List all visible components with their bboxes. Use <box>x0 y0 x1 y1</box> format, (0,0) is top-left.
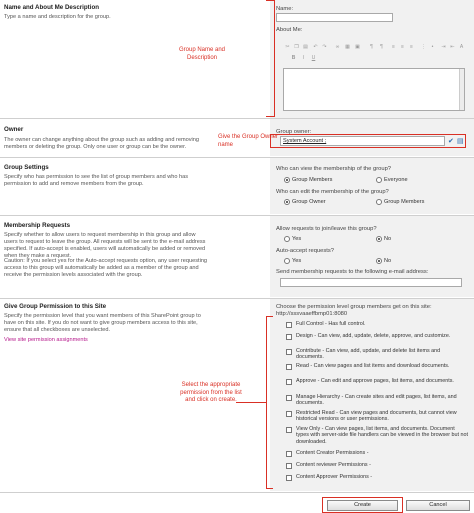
email-input[interactable] <box>280 278 462 287</box>
perm-contribute-label: Contribute - Can view, add, update, and delete list items and documents. <box>296 348 441 361</box>
perm-view-only-label: View Only - Can view pages, list items, and documents. Document types with server-side file handlers can be viewed in the browser but not downloaded. <box>296 426 468 445</box>
owner-annotation-text: Give the Group Owner name <box>218 134 279 148</box>
auto-no-radio[interactable] <box>376 258 382 264</box>
table-icon[interactable]: ▦ <box>345 44 350 50</box>
indent-icon[interactable]: ⇥ <box>441 44 446 50</box>
owner-section-description: The owner can change anything about the group such as adding and removing members or deleting the group. Only one user or group can be the owner. <box>4 137 199 150</box>
check-names-icon[interactable]: ✔ <box>448 138 454 145</box>
view-group-members-radio[interactable] <box>284 177 290 183</box>
align-right-icon[interactable]: ≡ <box>410 44 413 50</box>
perm-content-approver-label: Content Approver Permissions - <box>296 474 373 480</box>
align-left-icon[interactable]: ≡ <box>392 44 395 50</box>
perm-approve-checkbox[interactable] <box>286 379 292 385</box>
edit-membership-question: Who can edit the membership of the group? <box>276 189 389 195</box>
auto-yes-label: Yes <box>292 258 302 264</box>
name-annotation-bracket <box>266 0 275 117</box>
name-label: Name: <box>276 6 294 12</box>
perm-full-control-checkbox[interactable] <box>286 322 292 328</box>
redo-icon[interactable]: ↷ <box>322 44 327 50</box>
copy-icon[interactable]: ❐ <box>294 44 299 50</box>
name-annotation-text: Group Name and Description <box>178 47 226 61</box>
perm-content-creator-checkbox[interactable] <box>286 451 292 457</box>
text-color-icon[interactable]: A <box>459 44 464 50</box>
membership-caution: Caution: If you select yes for the Auto-accept requests option, any user requesting access to this group will automatically be added as a member of the group and receive the permission levels associated with the group. <box>4 258 208 278</box>
rtl-icon[interactable]: ¶ <box>380 44 383 50</box>
owner-section-title: Owner <box>4 126 24 133</box>
align-center-icon[interactable]: ≡ <box>401 44 404 50</box>
browse-people-icon[interactable]: ▤ <box>457 138 464 145</box>
view-everyone-label: Everyone <box>384 177 408 183</box>
name-section-title: Name and About Me Description <box>4 4 99 11</box>
paste-icon[interactable]: ▤ <box>303 44 308 50</box>
perm-restricted-read-label: Restricted Read - Can view pages and documents, but cannot view historical versions or user permissions. <box>296 410 457 423</box>
view-group-members-label: Group Members <box>292 177 333 183</box>
membership-requests-title: Membership Requests <box>4 222 71 229</box>
view-everyone-radio[interactable] <box>376 177 382 183</box>
choose-permission-label: Choose the permission level group members get on this site: http://sssvaaeffbmp01:8080 <box>276 304 432 317</box>
group-owner-label: Group owner: <box>276 129 312 135</box>
permissions-description: Specify the permission level that you want members of this SharePoint group to have on this site. If you do not want to give group members access to this site, ensure that all checkboxes are unselected. <box>4 313 201 333</box>
edit-group-owner-radio[interactable] <box>284 199 290 205</box>
perm-manage-hierarchy-checkbox[interactable] <box>286 395 292 401</box>
auto-accept-question: Auto-accept requests? <box>276 248 335 254</box>
perm-restricted-read-checkbox[interactable] <box>286 411 292 417</box>
permission-annotation-bracket <box>266 316 273 489</box>
link-icon[interactable]: ∞ <box>335 44 340 50</box>
perm-design-label: Design - Can view, add, update, delete, approve, and customize. <box>296 333 451 339</box>
perm-view-only-checkbox[interactable] <box>286 427 292 433</box>
name-section-description: Type a name and description for the group. <box>4 14 111 20</box>
ltr-icon[interactable]: ¶ <box>370 44 373 50</box>
name-input[interactable] <box>276 13 393 22</box>
group-settings-title: Group Settings <box>4 164 49 171</box>
perm-approve-label: Approve - Can edit and approve pages, list items, and documents. <box>296 378 454 384</box>
bullet-list-icon[interactable]: • <box>431 44 434 50</box>
perm-design-checkbox[interactable] <box>286 334 292 340</box>
cut-icon[interactable]: ✂ <box>285 44 290 50</box>
undo-icon[interactable]: ↶ <box>313 44 318 50</box>
image-icon[interactable]: ▣ <box>355 44 360 50</box>
perm-content-reviewer-label: Content reviewer Permissions - <box>296 462 371 468</box>
about-me-label: About Me: <box>276 27 303 33</box>
auto-no-label: No <box>384 258 392 264</box>
group-settings-description: Specify who has permission to see the list of group members and who has permission to add and remove members from the group. <box>4 174 189 187</box>
underline-icon[interactable]: U <box>311 55 316 61</box>
edit-group-owner-label: Group Owner <box>292 199 326 205</box>
permission-annotation-text: Select the appropriate permission from the list and click on create. <box>180 382 242 403</box>
membership-requests-description: Specify whether to allow users to request membership in this group and allow users to request to leave the group. All requests will be sent to the e-mail address specified. If auto-accept is enabled, users will automatically be added or removed when they make a request. <box>4 232 206 259</box>
italic-icon[interactable]: I <box>302 55 305 61</box>
view-permission-assignments-link[interactable]: View site permission assignments <box>4 337 88 343</box>
allow-yes-label: Yes <box>292 236 302 242</box>
perm-manage-hierarchy-label: Manage Hierarchy - Can create sites and edit pages, list items, and documents. <box>296 394 457 407</box>
perm-contribute-checkbox[interactable] <box>286 349 292 355</box>
perm-full-control-label: Full Control - Has full control. <box>296 321 366 327</box>
owner-annotation-box <box>270 134 466 148</box>
outdent-icon[interactable]: ⇤ <box>450 44 455 50</box>
email-label: Send membership requests to the following e-mail address: <box>276 269 429 275</box>
perm-read-checkbox[interactable] <box>286 364 292 370</box>
about-me-textarea[interactable] <box>283 68 465 111</box>
about-me-scrollbar[interactable] <box>459 69 464 110</box>
allow-yes-radio[interactable] <box>284 236 290 242</box>
perm-content-creator-label: Content Creator Permissions - <box>296 450 369 456</box>
perm-read-label: Read - Can view pages and list items and download documents. <box>296 363 450 369</box>
perm-content-reviewer-checkbox[interactable] <box>286 463 292 469</box>
allow-no-radio[interactable] <box>376 236 382 242</box>
numbered-list-icon[interactable]: ⋮ <box>421 44 426 50</box>
auto-yes-radio[interactable] <box>284 258 290 264</box>
group-owner-value: System Account ; <box>283 138 327 144</box>
edit-group-members-radio[interactable] <box>376 199 382 205</box>
bold-icon[interactable]: B <box>291 55 296 61</box>
section-divider <box>0 492 474 493</box>
allow-requests-question: Allow requests to join/leave this group? <box>276 226 377 232</box>
view-membership-question: Who can view the membership of the group? <box>276 166 392 172</box>
permissions-title: Give Group Permission to this Site <box>4 303 107 310</box>
perm-content-approver-checkbox[interactable] <box>286 475 292 481</box>
create-button[interactable]: Create <box>327 500 398 511</box>
allow-no-label: No <box>384 236 392 242</box>
cancel-button[interactable]: Cancel <box>406 500 470 511</box>
edit-group-members-label: Group Members <box>384 199 425 205</box>
